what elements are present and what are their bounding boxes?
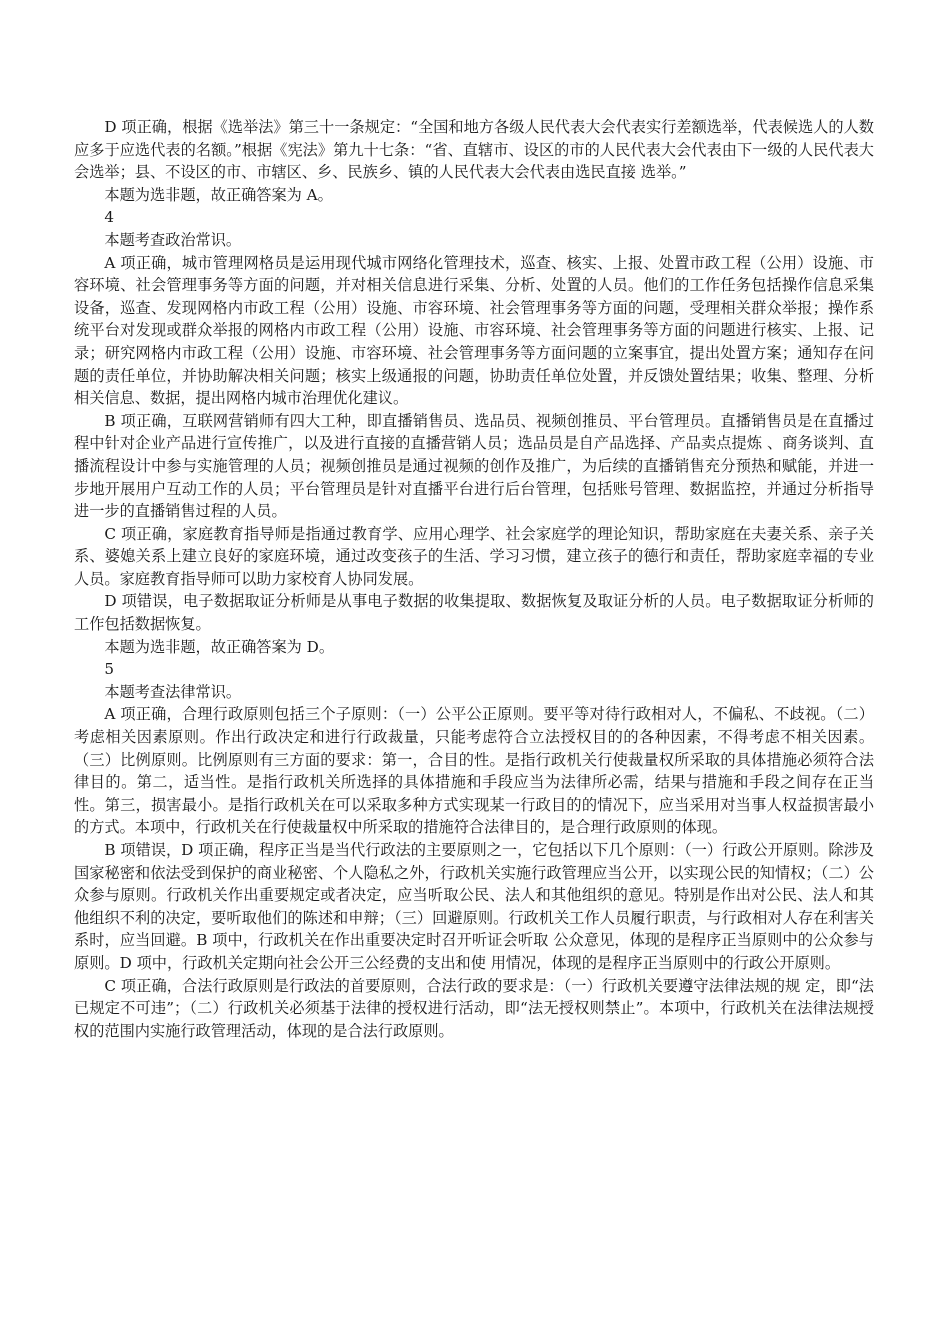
paragraph-topic-politics: 本题考查政治常识。	[104, 230, 242, 249]
paragraph-a-grid-worker: A 项正确，城市管理网格员是运用现代城市网络化管理技术，巡查、核实、上报、处置市政工程（公用）设施、市容环境、社会管理事务等方面的问题，并对相关信息进行采集、分析、处置的人员。他们的工作任务包括操作信息采集设备，巡查、发现网格内市政工程（公用）设施、市容环境、社会管理事务等方面的问题，受理相关群众举报；操作系统平台对发现或群众举报的网格内市政工程（公用）设施、市容环境、社会管理事务等方面的问题进行核实、上报、记录；研究网格内市政工程（公用）设施、市容环境、社会管理事务等方面问题的立案事宜，提出处置方案；通知存在问题的责任单位，并协助解决相关问题；核实上级通报的问题，协助责任单位处置，并反馈处置结果；收集、整理、分析相关信息、数据，提出网格内城市治理优化建议。	[74, 253, 874, 408]
paragraph-c-family-education: C 项正确，家庭教育指导师是指通过教育学、应用心理学、社会家庭学的理论知识，帮助家庭在夫妻关系、亲子关系、婆媳关系上建立良好的家庭环境，通过改变孩子的生活、学习习惯，建立孩子的德行和责任，帮助家庭幸福的专业人员。家庭教育指导师可以助力家校育人协同发展。	[74, 524, 874, 588]
paragraph-topic-law: 本题考查法律常识。	[104, 682, 242, 701]
paragraph-a-reasonable-administration: A 项正确，合理行政原则包括三个子原则：（一）公平公正原则。要平等对待行政相对人，不偏私、不歧视。（二）考虑相关因素原则。作出行政决定和进行行政裁量，只能考虑符合立法授权目的的各种因素，不得考虑不相关因素。（三）比例原则。比例原则有三方面的要求：第一，合目的性。是指行政机关行使裁量权所采取的具体措施必须符合法律目的。第二，适当性。是指行政机关所选择的具体措施和手段应当为法律所必需，结果与措施和手段之间存在正当性。第三，损害最小。是指行政机关在可以采取多种方式实现某一行政目的的情况下，应当采用对当事人权益损害最小的方式。本项中，行政机关在行使裁量权中所采取的措施符合法律目的，是合理行政原则的体现。	[74, 705, 874, 837]
paragraph-d-forensics: D 项错误，电子数据取证分析师是从事电子数据的收集提取、数据恢复及取证分析的人员。电子数据取证分析师的工作包括数据恢复。	[74, 592, 874, 634]
paragraph-bd-due-process: B 项错误，D 项正确，程序正当是当代行政法的主要原则之一，它包括以下几个原则：（一）行政公开原则。除涉及国家秘密和依法受到保护的商业秘密、个人隐私之外，行政机关实施行政管理应当公开，以实现公民的知情权；（二）公众参与原则。行政机关作出重要规定或者决定，应当听取公民、法人和其他组织的意见。特别是作出对公民、法人和其他组织不利的决定，要听取他们的陈述和申辩；（三）回避原则。行政机关工作人员履行职责，与行政相对人存在利害关系时，应当回避。B 项中，行政机关在作出重要决定时召开听证会听取 公众意见，体现的是程序正当原则中的公众参与原则。D 项中，行政机关定期向社会公开三公经费的支出和使 用情况，体现的是程序正当原则中的行政公开原则。	[74, 841, 874, 972]
question-number-4: 4	[104, 208, 115, 227]
paragraph-answer-a: 本题为选非题，故正确答案为 A。	[104, 185, 333, 204]
document-body	[74, 116, 874, 1042]
paragraph-d-xuanjufa: D 项正确，根据《选举法》第三十一条规定：“全国和地方各级人民代表大会代表实行差额选举，代表候选人的人数应多于应选代表的名额。”根据《宪法》第九十七条：“省、直辖市、设区的市的人民代表大会代表由下一级的人民代表大会选举；县、不设区的市、市辖区、乡、民族乡、镇的人民代表大会代表由选民直接 选举。”	[74, 118, 874, 182]
question-number-5: 5	[104, 660, 115, 679]
paragraph-b-internet-marketer: B 项正确，互联网营销师有四大工种，即直播销售员、选品员、视频创推员、平台管理员。直播销售员是在直播过程中针对企业产品进行宣传推广，以及进行直接的直播营销人员；选品员是自产品选择、产品卖点提炼 、商务谈判、直播流程设计中参与实施管理的人员；视频创推员是通过视频的创作及推广，为后续的直播销售充分预热和赋能，并进一步地开展用户互动工作的人员；平台管理员是针对直播平台进行后台管理，包括账号管理、数据监控，并通过分析指导进一步的直播销售过程的人员。	[74, 411, 874, 521]
paragraph-answer-d: 本题为选非题，故正确答案为 D。	[104, 637, 335, 656]
paragraph-c-lawful-administration: C 项正确，合法行政原则是行政法的首要原则，合法行政的要求是：（一）行政机关要遵守法律法规的规 定，即“法已规定不可违”；（二）行政机关必须基于法律的授权进行活动，即“法无授权则禁止”。本项中，行政机关在法律法规授权的范围内实施行政管理活动，体现的是合法行政原则。	[74, 976, 874, 1040]
